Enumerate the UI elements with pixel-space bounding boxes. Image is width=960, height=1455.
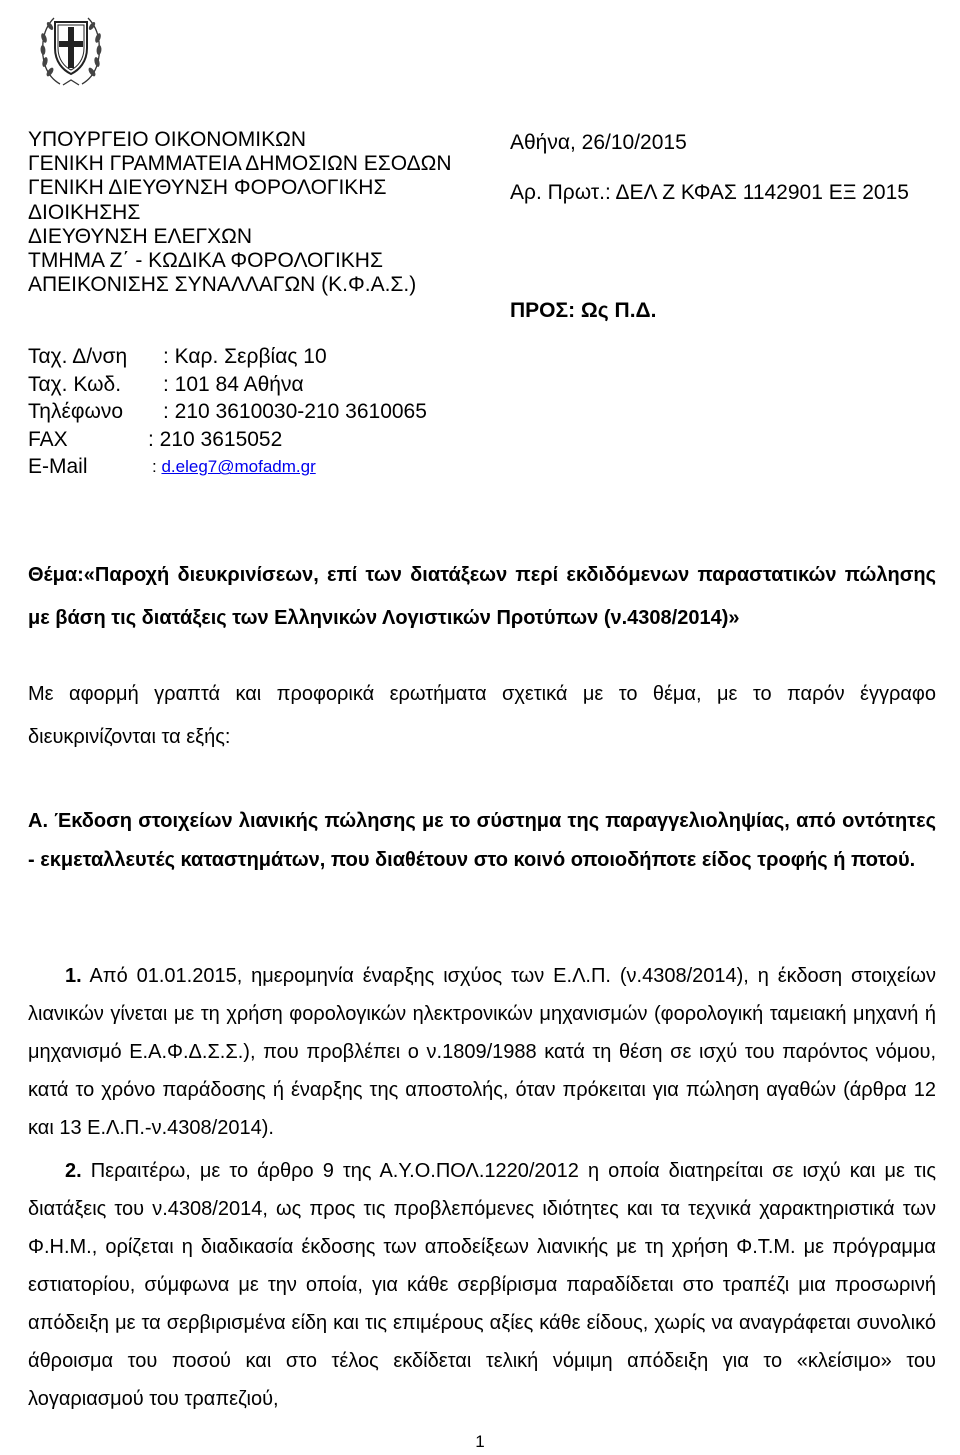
org-line-directorate: ΔΙΕΥΘΥΝΣΗ ΕΛΕΓΧΩΝ [28, 224, 252, 248]
email-label: E-Mail [28, 455, 88, 479]
phone-label: Τηλέφωνο [28, 400, 124, 424]
phone-value: : 210 3610030-210 3610065 [163, 400, 427, 424]
paragraph-1 [28, 957, 936, 1147]
org-line-directorate-general: ΓΕΝΙΚΗ ΔΙΕΥΘΥΝΣΗ ΦΟΡΟΛΟΓΙΚΗΣ [28, 176, 387, 200]
recipient: ΠΡΟΣ: Ως Π.Δ. [510, 299, 657, 322]
document-date: Αθήνα, 26/10/2015 [510, 131, 687, 154]
greek-coat-of-arms-icon [38, 8, 104, 90]
org-line-department: ΤΜΗΜΑ Ζ΄ - ΚΩΔΙΚΑ ΦΟΡΟΛΟΓΙΚΗΣ [28, 249, 383, 273]
address-label: Ταχ. Δ/νση [28, 345, 128, 368]
protocol-number: Αρ. Πρωτ.: ΔΕΛ Ζ ΚΦΑΣ 1142901 ΕΞ 2015 [510, 181, 909, 204]
email-link[interactable]: d.eleg7@mofadm.gr [161, 457, 316, 477]
paragraph-2 [28, 1152, 936, 1418]
email-field [152, 453, 316, 481]
org-line-department-cont: ΑΠΕΙΚΟΝΙΣΗΣ ΣΥΝΑΛΛΑΓΩΝ (Κ.Φ.Α.Σ.) [28, 273, 417, 297]
paragraph-2-number: 2. [65, 1160, 82, 1182]
page-number: 1 [475, 1432, 485, 1451]
postcode-value: : 101 84 Αθήνα [163, 372, 304, 396]
postcode-label: Ταχ. Κωδ. [28, 372, 122, 396]
org-line-ministry: ΥΠΟΥΡΓΕΙΟ ΟΙΚΟΝΟΜΙΚΩΝ [28, 128, 306, 151]
section-a-heading: Α. Έκδοση στοιχείων λιανικής πώλησης με το σύστημα της παραγγελιοληψίας, από οντότητες - εκμεταλλευτές καταστημάτων, που διαθέτουν στο κοινό οποιοδήποτε είδος τροφής ή ποτού. [28, 810, 936, 871]
fax-value: : 210 3615052 [148, 427, 283, 451]
fax-label: FAX [28, 427, 68, 451]
email-prefix: : [152, 457, 162, 477]
org-line-secretariat: ΓΕΝΙΚΗ ΓΡΑΜΜΑΤΕΙΑ ΔΗΜΟΣΙΩΝ ΕΣΟΔΩΝ [28, 152, 452, 176]
paragraph-1-number: 1. [65, 965, 82, 987]
issuing-authority [28, 128, 452, 297]
intro-paragraph: Με αφορμή γραπτά και προφορικά ερωτήματα σχετικά με το θέμα, με το παρόν έγγραφο διευκρινίζονται τα εξής: [28, 683, 936, 748]
org-line-directorate-general-cont: ΔΙΟΙΚΗΣΗΣ [28, 200, 141, 224]
paragraph-1-text: Από 01.01.2015, ημερομηνία έναρξης ισχύος των Ε.Λ.Π. (ν.4308/2014), η έκδοση στοιχείων λιανικών γίνεται με τη χρήση φορολογικών ηλεκτρονικών μηχανισμών (φορολογική ταμειακή μηχανή ή μηχανισμό Ε.Α.Φ.Δ.Σ.Σ.), που προβλέπει ο ν.1809/1988 κατά τη θέση σε ισχύ του παρόντος νόμου, κατά το χρόνο παράδοσης ή έναρξης της αποστολής, όταν πρόκειται για πώληση αγαθών (άρθρα 12 και 13 Ε.Λ.Π.-ν.4308/2014). [28, 965, 936, 1139]
address-value: : Καρ. Σερβίας 10 [163, 345, 327, 368]
subject-heading: Θέμα:«Παροχή διευκρινίσεων, επί των διατάξεων περί εκδιδόμενων παραστατικών πώλησης με βάση τις διατάξεις των Ελληνικών Λογιστικών Προτύπων (ν.4308/2014)» [28, 564, 936, 629]
paragraph-2-text: Περαιτέρω, με το άρθρο 9 της Α.Υ.Ο.ΠΟΛ.1220/2012 η οποία διατηρείται σε ισχύ και με τις διατάξεις του ν.4308/2014, ως προς τις προβλεπόμενες ιδιότητες και τα τεχνικά χαρακτηριστικά των Φ.Η.Μ., ορίζεται η διαδικασία έκδοσης των αποδείξεων λιανικής με τη χρήση Φ.Τ.Μ. με πρόγραμμα εστιατορίου, σύμφωνα με την οποία, για κάθε σερβίρισμα παραδίδεται στο τραπέζι μια προσωρινή απόδειξη με τα σερβιρισμένα είδη και τις επιμέρους αξίες κάθε είδους, χωρίς να αναγράφεται συνολικό άθροισμα του ποσού και στο τέλος εκδίδεται τελική νόμιμη απόδειξη για το «κλείσιμο» του λογαριασμού του τραπεζιού, [28, 1160, 936, 1410]
